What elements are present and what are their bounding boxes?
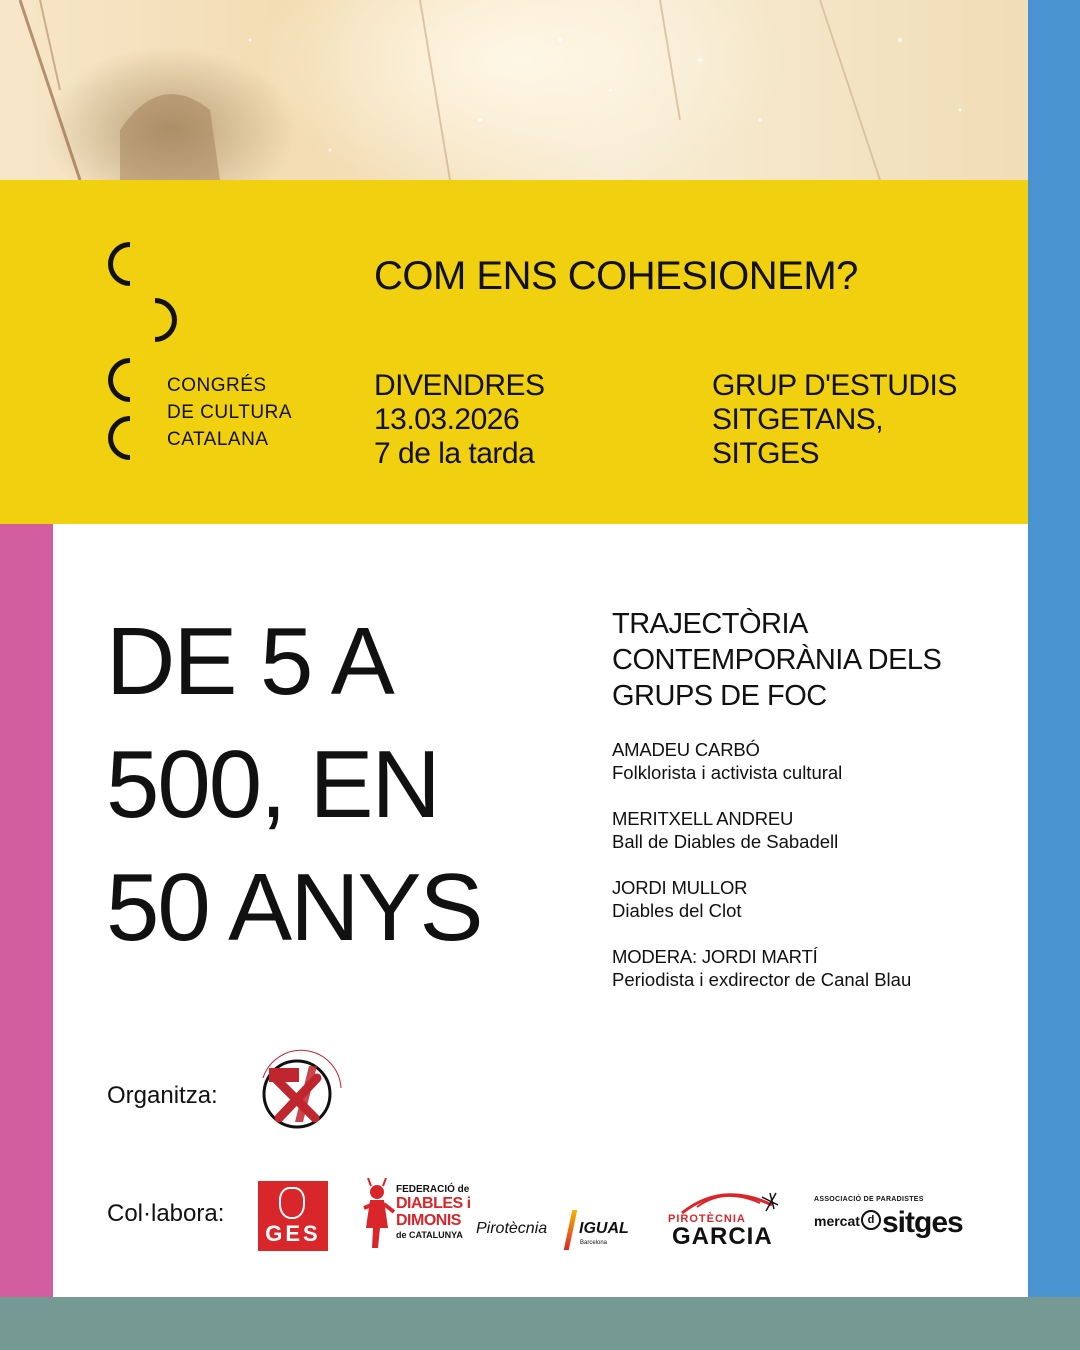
- garcia-text: PIROTÈCNIA: [668, 1213, 746, 1225]
- federacio-text: FEDERACIÓ de: [396, 1184, 470, 1195]
- right-color-bar: [1028, 0, 1080, 1297]
- title-line: 500, EN: [106, 731, 439, 838]
- logo-arc: [155, 298, 177, 342]
- organizer-label: Organitza:: [107, 1082, 218, 1109]
- subtitle: [612, 606, 941, 714]
- logo-arc: [108, 416, 130, 460]
- speaker-role: Ball de Diables de Sabadell: [612, 831, 839, 852]
- date-line: 7 de la tarda: [374, 437, 535, 470]
- pirotecnia-igual-logo: [476, 1206, 641, 1256]
- mercat-text: ASSOCIACIÓ DE PARADISTES: [814, 1196, 924, 1203]
- speaker-item: [612, 738, 842, 784]
- mercat-text: d: [861, 1210, 881, 1230]
- speaker-item: [612, 807, 838, 853]
- bottom-color-bar: [0, 1297, 1080, 1350]
- federacio-diables-logo: [362, 1178, 471, 1253]
- moderator-item: [612, 945, 911, 991]
- garcia-text: GARCIA: [672, 1223, 773, 1250]
- pirotecnia-garcia-logo: [662, 1185, 792, 1255]
- speaker-name: MERITXELL ANDREU: [612, 808, 794, 829]
- subtitle-line: GRUPS DE FOC: [612, 680, 827, 712]
- speaker-name: AMADEU CARBÓ: [612, 739, 760, 760]
- congress-line: CONGRÉS: [167, 375, 267, 396]
- igual-text: Pirotècnia: [476, 1220, 548, 1237]
- moderator-name: MODERA: JORDI MARTÍ: [612, 946, 818, 967]
- speaker-role: Folklorista i activista cultural: [612, 762, 843, 783]
- event-venue: [712, 369, 957, 471]
- moderator-role: Periodista i exdirector de Canal Blau: [612, 969, 912, 990]
- title-line: 50 ANYS: [106, 854, 482, 961]
- congress-name: [167, 372, 292, 453]
- flame-icon: [564, 1210, 578, 1250]
- xarxa-diables-logo: [245, 1038, 363, 1140]
- subtitle-line: TRAJECTÒRIA: [612, 608, 808, 640]
- ges-logo-text: GES: [265, 1221, 321, 1246]
- crest-icon: [279, 1187, 305, 1219]
- header-photo: [0, 0, 1028, 180]
- igual-text: Barcelona: [580, 1240, 608, 1246]
- mercat-text: sitges: [882, 1206, 963, 1239]
- logo-arc: [108, 358, 130, 402]
- devil-icon: [362, 1178, 396, 1253]
- collab-label: Col·labora:: [107, 1200, 225, 1227]
- title-line: DE 5 A: [106, 608, 393, 715]
- event-question: COM ENS COHESIONEM?: [374, 254, 858, 298]
- ges-logo: [258, 1181, 328, 1251]
- venue-line: GRUP D'ESTUDIS: [712, 369, 957, 402]
- speaker-item: [612, 876, 747, 922]
- venue-line: SITGETANS,: [712, 403, 884, 436]
- igual-text: IGUAL: [579, 1220, 629, 1237]
- speaker-name: JORDI MULLOR: [612, 877, 748, 898]
- federacio-text: DIABLES i: [396, 1195, 471, 1212]
- federacio-text: de CATALUNYA: [396, 1230, 463, 1240]
- mercat-text: mercat: [814, 1213, 860, 1229]
- congress-line: CATALANA: [167, 429, 269, 450]
- subtitle-line: CONTEMPORÀNIA DELS: [612, 644, 942, 676]
- firework-icon: [662, 1185, 792, 1215]
- sparks-illustration: [0, 0, 1028, 180]
- federacio-text: DIMONIS: [396, 1212, 461, 1229]
- mercat-sitges-logo: [814, 1196, 974, 1251]
- main-title: [106, 600, 482, 969]
- congress-line: DE CULTURA: [167, 402, 292, 423]
- venue-line: SITGES: [712, 437, 820, 470]
- left-color-bar: [0, 524, 53, 1297]
- date-line: DIVENDRES: [374, 369, 545, 402]
- speaker-role: Diables del Clot: [612, 900, 742, 921]
- logo-arc: [108, 242, 130, 286]
- event-date: [374, 369, 545, 471]
- date-line: 13.03.2026: [374, 403, 520, 436]
